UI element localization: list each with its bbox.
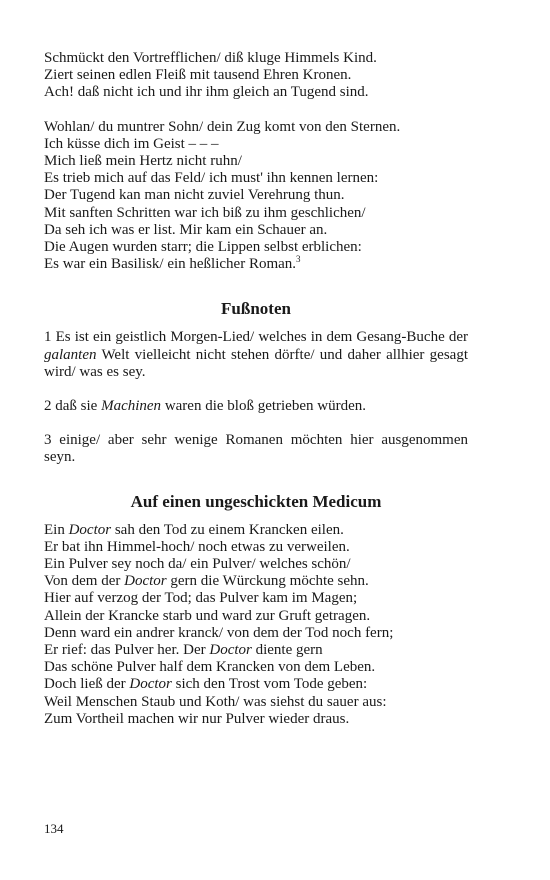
verse-emphasis: Doctor [209, 642, 252, 659]
stanza-2 [44, 119, 468, 274]
verse-emphasis: Doctor [129, 676, 172, 693]
verse-line: Es trieb mich auf das Feld/ ich must' ihn kennen lernen: [44, 170, 379, 187]
verse-text: gern die Würckung möchte sehn. [166, 573, 369, 590]
footnote-1 [44, 329, 468, 381]
verse-line: Ziert seinen edlen Fleiß mit tausend Ehren Kronen. [44, 67, 352, 84]
verse-text: sich den Trost vom Tode geben: [171, 676, 368, 693]
page-content [44, 50, 468, 728]
verse-text: sah den Tod zu einem Krancken eilen. [111, 521, 344, 538]
verse-line-with-note [44, 256, 468, 273]
footnote-3: 3 einige/ aber sehr wenige Romanen möchten hier ausgenommen seyn. [44, 432, 468, 466]
verse-line: Ich küsse dich im Geist – – – [44, 135, 219, 152]
verse-text: Von dem der [44, 573, 125, 590]
verse-line: Das schöne Pulver half dem Krancken von dem Leben. [44, 659, 376, 676]
verse-text: Doch ließ der [44, 676, 130, 693]
verse-line [44, 642, 468, 659]
page-number: 134 [44, 821, 64, 836]
footnote-text: 2 daß sie [44, 398, 102, 415]
footnote-emphasis: galanten [44, 346, 97, 363]
footnote-marker: 3 [296, 254, 301, 265]
footnote-text: Welt vielleicht nicht stehen dörfte/ und daher allhier gesagt wird/ was es sey. [44, 346, 468, 380]
footnote-2 [44, 398, 468, 415]
verse-line: Wohlan/ du muntrer Sohn/ dein Zug komt von den Sternen. [44, 118, 401, 135]
footnote-text: waren die bloß getrieben würden. [161, 398, 366, 415]
poem-body [44, 522, 468, 728]
verse-line: Weil Menschen Staub und Koth/ was siehst du sauer aus: [44, 693, 387, 710]
verse-line: Denn ward ein andrer kranck/ von dem der Tod noch fern; [44, 624, 394, 641]
verse-line: Mich ließ mein Hertz nicht ruhn/ [44, 153, 242, 170]
verse-line: Der Tugend kan man nicht zuviel Verehrung thun. [44, 187, 345, 204]
verse-line: Hier auf verzog der Tod; das Pulver kam im Magen; [44, 590, 358, 607]
verse-text: Es war ein Basilisk/ ein heßlicher Roman. [44, 256, 297, 273]
verse-text: Ein [44, 521, 69, 538]
verse-emphasis: Doctor [124, 573, 167, 590]
verse-line: Mit sanften Schritten war ich biß zu ihm geschlichen/ [44, 204, 366, 221]
verse-line: Zum Vortheil machen wir nur Pulver wieder draus. [44, 710, 350, 727]
footnote-emphasis: Machinen [101, 398, 162, 415]
verse-line [44, 522, 468, 539]
verse-line: Da seh ich was er list. Mir kam ein Schauer an. [44, 221, 328, 238]
poem-title: Auf einen ungeschickten Medicum [130, 491, 382, 511]
verse-line [44, 676, 468, 693]
verse-line: Allein der Krancke starb und ward zur Gruft getragen. [44, 607, 371, 624]
footnote-text: 1 Es ist ein geistlich Morgen-Lied/ welches in dem Gesang-Buche der [44, 329, 468, 346]
stanza-1 [44, 50, 468, 102]
verse-text: diente gern [251, 642, 323, 659]
verse-line: Die Augen wurden starr; die Lippen selbst erblichen: [44, 239, 362, 256]
verse-line: Ein Pulver sey noch da/ ein Pulver/ welches schön/ [44, 556, 351, 573]
verse-line [44, 573, 468, 590]
verse-line: Schmückt den Vortrefflichen/ diß kluge Himmels Kind. [44, 50, 377, 66]
verse-line: Ach! daß nicht ich und ihr ihm gleich an Tugend sind. [44, 84, 369, 101]
footnotes-heading: Fußnoten [221, 299, 291, 319]
verse-text: Er rief: das Pulver her. Der [44, 642, 210, 659]
verse-line: Er bat ihn Himmel-hoch/ noch etwas zu verweilen. [44, 538, 350, 555]
verse-emphasis: Doctor [68, 521, 112, 538]
